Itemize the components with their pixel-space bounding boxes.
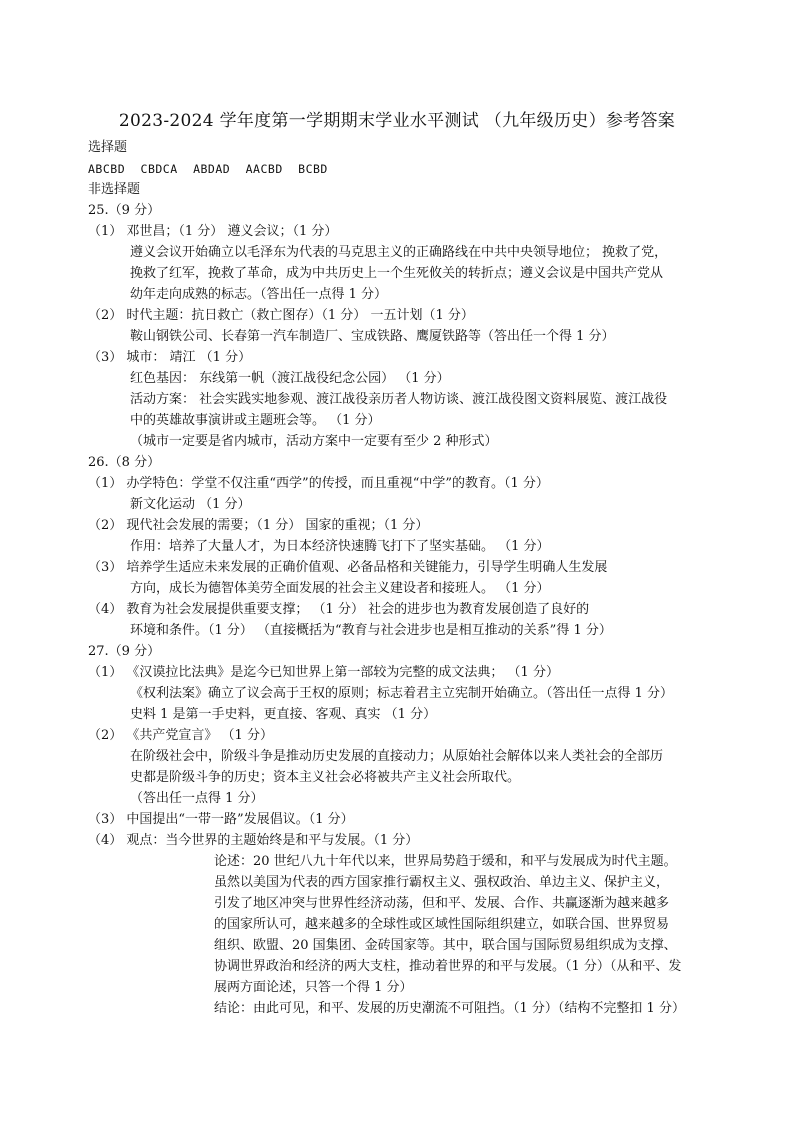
q27-4-argument: 引发了地区冲突与世界性经济动荡，但和平、发展、合作、共赢逐渐为越来越多 xyxy=(214,896,670,911)
section-choice-heading: 选择题 xyxy=(88,140,128,155)
q26-4-text: 环境和条件。（1 分） （直接概括为“教育与社会进步也是相互推动的关系”得 1 分） xyxy=(130,623,612,638)
choice-answers: ABCBD CBDCA ABDAD AACBD BCBD xyxy=(88,162,328,176)
q25-1: （1） 邓世昌；（1 分） 遵义会议；（1 分） xyxy=(88,224,338,239)
q27-1-text: 史料 1 是第一手史料，更直接、客观、真实 （1 分） xyxy=(130,707,437,722)
q27-4-argument: 协调世界政治和经济的两大支柱，推动着世界的和平与发展。（1 分）（从和平、发 xyxy=(214,959,682,974)
q25-3-text: 活动方案： 社会实践实地参观、渡江战役亲历者人物访谈、渡江战役图文资料展览、渡江战役 xyxy=(130,392,668,407)
q25-1-text: 遵义会议开始确立以毛泽东为代表的马克思主义的正确路线在中共中央领导地位； 挽救了党， xyxy=(130,245,668,260)
q27-2-text: 在阶级社会中，阶级斗争是推动历史发展的直接动力；从原始社会解体以来人类社会的全部历 xyxy=(130,749,664,764)
q26-1: （1） 办学特色：学堂不仅注重“西学”的传授，而且重视“中学”的教育。（1 分） xyxy=(88,476,549,491)
q25-1-text: 挽救了红军，挽救了革命，成为中共历史上一个生死攸关的转折点；遵义会议是中国共产党从 xyxy=(130,266,664,281)
q27-3: （3） 中国提出“一带一路”发展倡议。（1 分） xyxy=(88,812,354,827)
q27-4-argument: 虽然以美国为代表的西方国家推行霸权主义、强权政治、单边主义、保护主义， xyxy=(214,875,670,890)
q25-2-text: 鞍山钢铁公司、长春第一汽车制造厂、宝成铁路、鹰厦铁路等（答出任一个得 1 分） xyxy=(130,329,615,344)
q26-3-text: 方向，成长为德智体美劳全面发展的社会主义建设者和接班人。 （1 分） xyxy=(130,581,550,596)
q27-1-text: 《权利法案》确立了议会高于王权的原则；标志着君主立宪制开始确立。（答出任一点得 1 分） xyxy=(130,686,674,701)
q26-1-text: 新文化运动 （1 分） xyxy=(130,497,251,512)
q25-3-text: 红色基因： 东线第一帆（渡江战役纪念公园） （1 分） xyxy=(130,371,450,386)
q27-4: （4） 观点：当今世界的主题始终是和平与发展。（1 分） xyxy=(88,833,419,848)
q25-1-text: 幼年走向成熟的标志。（答出任一点得 1 分） xyxy=(130,287,388,302)
q26-heading: 26.（8 分） xyxy=(88,455,161,470)
section-nonchoice-heading: 非选择题 xyxy=(88,182,141,197)
q27-4-argument: 组织、欧盟、20 国集团、金砖国家等。其中，联合国与国际贸易组织成为支撑、 xyxy=(214,938,677,953)
q27-4-conclusion: 结论：由此可见，和平、发展的历史潮流不可阻挡。（1 分）（结构不完整扣 1 分） xyxy=(214,1001,685,1016)
q26-2-text: 作用：培养了大量人才，为日本经济快速腾飞打下了坚实基础。 （1 分） xyxy=(130,539,550,554)
q27-4-argument: 的国家所认可，越来越多的全球性或区域性国际组织建立，如联合国、世界贸易 xyxy=(214,917,670,932)
q26-4: （4） 教育为社会发展提供重要支撑； （1 分） 社会的进步也为教育发展创造了良好的 xyxy=(88,602,590,617)
q25-3-text: 中的英雄故事演讲或主题班会等。 （1 分） xyxy=(130,413,381,428)
q26-2: （2） 现代社会发展的需要；（1 分） 国家的重视；（1 分） xyxy=(88,518,429,533)
q25-3: （3） 城市： 靖江 （1 分） xyxy=(88,350,252,365)
q27-heading: 27.（9 分） xyxy=(88,644,161,659)
document-title: 2023-2024 学年度第一学期期末学业水平测试 （九年级历史）参考答案 xyxy=(118,111,676,131)
q25-2: （2） 时代主题：抗日救亡（救亡图存）（1 分） 一五计划（1 分） xyxy=(88,308,474,323)
q25-3-note: （城市一定要是省内城市，活动方案中一定要有至少 2 种形式） xyxy=(130,434,498,449)
q25-heading: 25.（9 分） xyxy=(88,203,161,218)
q27-4-argument: 论述：20 世纪八九十年代以来，世界局势趋于缓和，和平与发展成为时代主题。 xyxy=(214,854,677,869)
q27-2-text: 史都是阶级斗争的历史；资本主义社会必将被共产主义社会所取代。 xyxy=(130,770,521,785)
q27-4-argument: 展两方面论述，只答一个得 1 分） xyxy=(214,980,413,995)
q27-2-note: （答出任一点得 1 分） xyxy=(130,791,264,806)
q26-3: （3） 培养学生适应未来发展的正确价值观、必备品格和关键能力，引导学生明确人生发展 xyxy=(88,560,608,575)
q27-2: （2） 《共产党宣言》 （1 分） xyxy=(88,728,273,743)
q27-1: （1） 《汉谟拉比法典》是迄今已知世界上第一部较为完整的成文法典； （1 分） xyxy=(88,665,559,680)
